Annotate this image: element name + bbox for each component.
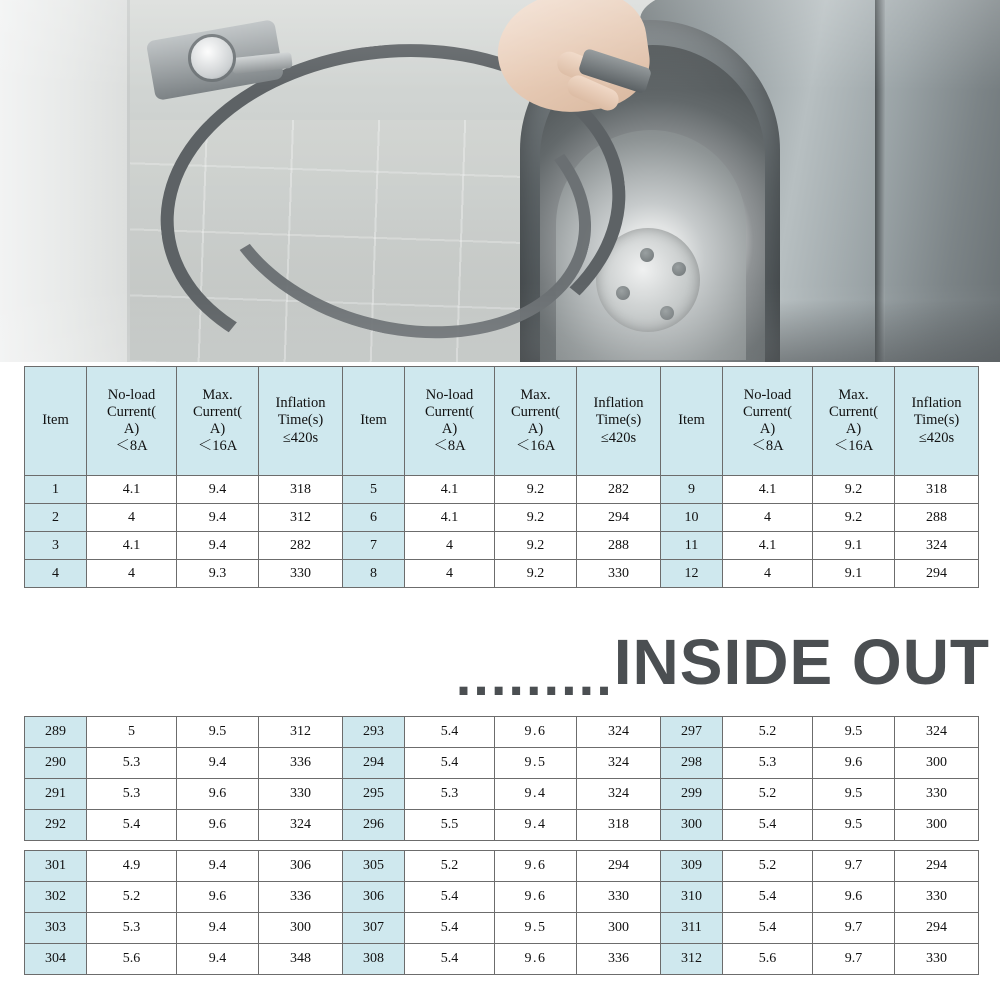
cell-time: 300	[577, 913, 661, 944]
header-inflation-time: Inflation Time(s) ≤420s	[259, 367, 343, 476]
cell-max: 9.6	[495, 851, 577, 882]
cell-no-load: 5.3	[87, 748, 177, 779]
cell-item: 306	[343, 882, 405, 913]
cell-no-load: 4.1	[405, 504, 495, 532]
cell-item: 294	[343, 748, 405, 779]
cell-max: 9.2	[495, 476, 577, 504]
cell-no-load: 4.1	[87, 476, 177, 504]
cell-max: 9.6	[495, 944, 577, 975]
cell-max: 9.7	[813, 913, 895, 944]
cell-item: 295	[343, 779, 405, 810]
header-inflation-time: Inflation Time(s) ≤420s	[895, 367, 979, 476]
cell-no-load: 5.4	[405, 717, 495, 748]
spec-header-row	[25, 367, 979, 476]
cell-max: 9.6	[813, 748, 895, 779]
inside-out-banner	[0, 616, 1000, 708]
cell-no-load: 5.2	[405, 851, 495, 882]
cell-time: 294	[895, 913, 979, 944]
cell-no-load: 5	[87, 717, 177, 748]
cell-no-load: 5.4	[723, 913, 813, 944]
cell-max: 9.7	[813, 944, 895, 975]
table-row	[25, 944, 979, 975]
cell-max: 9.4	[177, 913, 259, 944]
cell-time: 324	[895, 717, 979, 748]
cell-max: 9.4	[495, 810, 577, 841]
lower-table-1-body	[25, 717, 979, 841]
cell-time: 324	[259, 810, 343, 841]
header-item: Item	[343, 367, 405, 476]
cell-time: 294	[895, 560, 979, 588]
cell-time: 330	[577, 560, 661, 588]
table-row	[25, 717, 979, 748]
table-row	[25, 913, 979, 944]
cell-item: 7	[343, 532, 405, 560]
table-row	[25, 476, 979, 504]
cell-no-load: 5.3	[723, 748, 813, 779]
table-row	[25, 504, 979, 532]
cell-item: 10	[661, 504, 723, 532]
cell-item: 310	[661, 882, 723, 913]
cell-time: 300	[895, 810, 979, 841]
cell-max: 9.4	[495, 779, 577, 810]
table-row	[25, 532, 979, 560]
cell-time: 324	[577, 717, 661, 748]
spec-table	[24, 366, 979, 588]
cell-item: 302	[25, 882, 87, 913]
cell-max: 9.6	[495, 882, 577, 913]
cell-no-load: 5.2	[87, 882, 177, 913]
table-row	[25, 882, 979, 913]
cell-no-load: 5.3	[405, 779, 495, 810]
cell-item: 300	[661, 810, 723, 841]
cell-max: 9.6	[813, 882, 895, 913]
cell-no-load: 5.4	[405, 882, 495, 913]
cell-item: 289	[25, 717, 87, 748]
cell-item: 292	[25, 810, 87, 841]
lower-table-2-body	[25, 851, 979, 975]
banner-title: INSIDE OUT	[613, 626, 990, 698]
cell-time: 288	[895, 504, 979, 532]
cell-max: 9.2	[813, 504, 895, 532]
cell-no-load: 5.2	[723, 717, 813, 748]
cell-item: 6	[343, 504, 405, 532]
table-row	[25, 560, 979, 588]
cell-time: 318	[895, 476, 979, 504]
cell-max: 9.2	[495, 504, 577, 532]
cell-max: 9.6	[495, 717, 577, 748]
cell-item: 311	[661, 913, 723, 944]
cell-item: 299	[661, 779, 723, 810]
cell-max: 9.1	[813, 560, 895, 588]
cell-time: 330	[895, 779, 979, 810]
cell-time: 294	[577, 851, 661, 882]
cell-max: 9.2	[813, 476, 895, 504]
cell-time: 324	[577, 779, 661, 810]
cell-max: 9.6	[177, 779, 259, 810]
table-row	[25, 748, 979, 779]
cell-max: 9.4	[177, 944, 259, 975]
cell-item: 309	[661, 851, 723, 882]
table-row	[25, 779, 979, 810]
cell-item: 1	[25, 476, 87, 504]
cell-no-load: 5.4	[405, 748, 495, 779]
cell-no-load: 4	[87, 504, 177, 532]
cell-item: 303	[25, 913, 87, 944]
cell-no-load: 4	[723, 504, 813, 532]
cell-item: 11	[661, 532, 723, 560]
table-row	[25, 810, 979, 841]
cell-time: 324	[577, 748, 661, 779]
cell-time: 324	[895, 532, 979, 560]
cell-max: 9.4	[177, 476, 259, 504]
cell-item: 304	[25, 944, 87, 975]
cell-time: 330	[259, 560, 343, 588]
header-item: Item	[25, 367, 87, 476]
cell-item: 308	[343, 944, 405, 975]
header-no-load-current: No-load Current( A) ＜8A	[405, 367, 495, 476]
cell-time: 318	[259, 476, 343, 504]
cell-item: 301	[25, 851, 87, 882]
cell-time: 300	[259, 913, 343, 944]
cell-max: 9.2	[495, 532, 577, 560]
banner-dots: .........	[455, 644, 614, 707]
cell-no-load: 4	[405, 532, 495, 560]
photo-haze-overlay	[0, 0, 1000, 362]
cell-no-load: 5.6	[723, 944, 813, 975]
cell-item: 290	[25, 748, 87, 779]
header-item: Item	[661, 367, 723, 476]
cell-time: 282	[259, 532, 343, 560]
header-no-load-current: No-load Current( A) ＜8A	[87, 367, 177, 476]
header-inflation-time: Inflation Time(s) ≤420s	[577, 367, 661, 476]
cell-time: 336	[577, 944, 661, 975]
header-no-load-current: No-load Current( A) ＜8A	[723, 367, 813, 476]
cell-no-load: 5.2	[723, 851, 813, 882]
spec-table-body	[25, 476, 979, 588]
cell-item: 293	[343, 717, 405, 748]
cell-item: 2	[25, 504, 87, 532]
cell-item: 291	[25, 779, 87, 810]
cell-item: 4	[25, 560, 87, 588]
cell-max: 9.7	[813, 851, 895, 882]
cell-max: 9.5	[495, 913, 577, 944]
cell-max: 9.4	[177, 504, 259, 532]
cell-max: 9.6	[177, 882, 259, 913]
cell-no-load: 5.2	[723, 779, 813, 810]
cell-max: 9.4	[177, 851, 259, 882]
cell-item: 298	[661, 748, 723, 779]
cell-time: 306	[259, 851, 343, 882]
header-max-current: Max. Current( A) ＜16A	[177, 367, 259, 476]
cell-max: 9.4	[177, 532, 259, 560]
cell-no-load: 4	[405, 560, 495, 588]
cell-no-load: 5.5	[405, 810, 495, 841]
header-max-current: Max. Current( A) ＜16A	[495, 367, 577, 476]
cell-max: 9.5	[813, 810, 895, 841]
cell-time: 300	[895, 748, 979, 779]
cell-item: 305	[343, 851, 405, 882]
cell-time: 294	[895, 851, 979, 882]
cell-no-load: 5.4	[405, 944, 495, 975]
spec-table-container	[24, 366, 976, 588]
cell-item: 307	[343, 913, 405, 944]
cell-max: 9.5	[813, 779, 895, 810]
cell-item: 3	[25, 532, 87, 560]
cell-time: 318	[577, 810, 661, 841]
cell-max: 9.6	[177, 810, 259, 841]
cell-item: 9	[661, 476, 723, 504]
cell-no-load: 5.6	[87, 944, 177, 975]
cell-time: 330	[895, 944, 979, 975]
product-photo	[0, 0, 1000, 362]
cell-no-load: 4.9	[87, 851, 177, 882]
cell-time: 294	[577, 504, 661, 532]
cell-time: 330	[577, 882, 661, 913]
lower-table-1	[24, 716, 979, 841]
cell-time: 288	[577, 532, 661, 560]
lower-table-2-container	[24, 850, 976, 975]
table-row	[25, 851, 979, 882]
lower-table-2	[24, 850, 979, 975]
cell-time: 330	[895, 882, 979, 913]
cell-item: 296	[343, 810, 405, 841]
cell-no-load: 5.3	[87, 913, 177, 944]
cell-no-load: 4.1	[87, 532, 177, 560]
cell-no-load: 4	[723, 560, 813, 588]
cell-max: 9.1	[813, 532, 895, 560]
cell-item: 8	[343, 560, 405, 588]
cell-no-load: 5.3	[87, 779, 177, 810]
cell-item: 312	[661, 944, 723, 975]
cell-no-load: 5.4	[723, 810, 813, 841]
cell-time: 312	[259, 717, 343, 748]
lower-table-1-container	[24, 716, 976, 841]
cell-item: 297	[661, 717, 723, 748]
cell-no-load: 4.1	[405, 476, 495, 504]
cell-item: 12	[661, 560, 723, 588]
cell-max: 9.5	[177, 717, 259, 748]
cell-no-load: 5.4	[723, 882, 813, 913]
spec-table-head	[25, 367, 979, 476]
cell-time: 330	[259, 779, 343, 810]
cell-time: 282	[577, 476, 661, 504]
cell-no-load: 5.4	[405, 913, 495, 944]
cell-time: 336	[259, 882, 343, 913]
cell-no-load: 4	[87, 560, 177, 588]
cell-max: 9.5	[813, 717, 895, 748]
cell-max: 9.3	[177, 560, 259, 588]
cell-no-load: 4.1	[723, 476, 813, 504]
cell-no-load: 4.1	[723, 532, 813, 560]
cell-time: 348	[259, 944, 343, 975]
cell-max: 9.5	[495, 748, 577, 779]
cell-max: 9.4	[177, 748, 259, 779]
cell-time: 336	[259, 748, 343, 779]
header-max-current: Max. Current( A) ＜16A	[813, 367, 895, 476]
cell-no-load: 5.4	[87, 810, 177, 841]
cell-item: 5	[343, 476, 405, 504]
cell-max: 9.2	[495, 560, 577, 588]
cell-time: 312	[259, 504, 343, 532]
